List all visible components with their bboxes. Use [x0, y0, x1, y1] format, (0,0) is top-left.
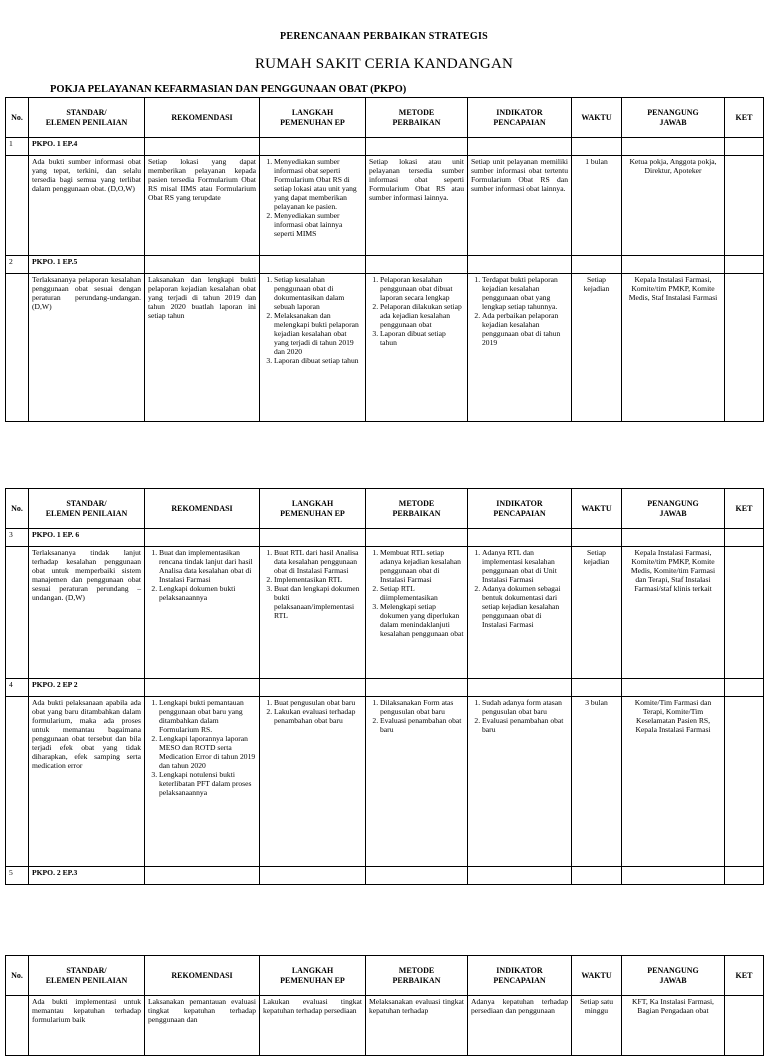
- empty-cell: [468, 529, 572, 547]
- plan-table: [5, 955, 764, 1056]
- rekomendasi-item: 1. Buat dan implementasikan rencana tindak lanjut dari hasil Analisa data kesalahan obat di Instalasi Farmasi: [159, 549, 256, 585]
- column-header: KET: [725, 489, 764, 529]
- empty-cell: [260, 867, 366, 885]
- empty-cell: [260, 679, 366, 697]
- langkah-pemenuhan: [260, 156, 366, 256]
- elemen-penilaian: Ada bukti sumber informasi obat yang tepat, terkini, dan selalu tersedia bagi semua yang terlibat dalam penggunaan obat. (D,O,W): [29, 156, 145, 256]
- empty-cell: [6, 156, 29, 256]
- waktu: Setiap kejadian: [572, 547, 622, 679]
- empty-cell: [622, 256, 725, 274]
- column-header: METODE PERBAIKAN: [366, 956, 468, 996]
- empty-cell: [572, 867, 622, 885]
- row-number: 3: [6, 529, 29, 547]
- table-row: [6, 274, 764, 422]
- section-code-row: [6, 529, 764, 547]
- column-header: INDIKATOR PENCAPAIAN: [468, 956, 572, 996]
- column-header: WAKTU: [572, 489, 622, 529]
- indikator-pencapaian-text: Adanya kepatuhan terhadap persediaan dan penggunaan: [471, 997, 568, 1015]
- rekomendasi-item: 3. Lengkapi notulensi bukti keterlibatan PFT dalam proses pelaksanaannya: [159, 771, 256, 798]
- empty-cell: [145, 256, 260, 274]
- empty-cell: [725, 679, 764, 697]
- langkah-pemenuhan: [260, 547, 366, 679]
- langkah-pemenuhan-item: 1. Buat pengusulan obat baru: [274, 699, 362, 708]
- indikator-pencapaian-item: 2. Evaluasi penambahan obat baru: [482, 717, 568, 735]
- indikator-pencapaian: [468, 156, 572, 256]
- column-header: LANGKAH PEMENUHAN EP: [260, 489, 366, 529]
- indikator-pencapaian-item: 2. Adanya dokumen sebagai bentuk dokumentasi dari setiap kejadian kesalahan penggunaan obat di Instalasi Farmasi: [482, 585, 568, 630]
- elemen-penilaian: Terlaksananya tindak lanjut terhadap kesalahan penggunaan obat untuk memperbaiki sistem manajemen dan penggunaan obat sesuai peraturan perundang – undangan. (D,W): [29, 547, 145, 679]
- penanggung-jawab: Ketua pokja, Anggota pokja, Direktur, Apoteker: [622, 156, 725, 256]
- metode-perbaikan: [366, 697, 468, 867]
- keterangan: [725, 156, 764, 256]
- empty-cell: [6, 547, 29, 679]
- empty-cell: [572, 529, 622, 547]
- column-header: LANGKAH PEMENUHAN EP: [260, 98, 366, 138]
- empty-cell: [260, 256, 366, 274]
- metode-perbaikan-item: 1. Membuat RTL setiap adanya kejadian kesalahan penggunaan obat di Instalasi Farmasi: [380, 549, 464, 585]
- rekomendasi: [145, 156, 260, 256]
- standard-code: PKPO. 2 EP.3: [29, 867, 145, 885]
- empty-cell: [366, 138, 468, 156]
- metode-perbaikan-text: Melaksanakan evaluasi tingkat kepatuhan terhadap: [369, 997, 464, 1015]
- langkah-pemenuhan-item: 1. Setiap kesalahan penggunaan obat di dokumentasikan dalam sebuah laporan: [274, 276, 362, 312]
- empty-cell: [572, 138, 622, 156]
- langkah-pemenuhan: [260, 274, 366, 422]
- hospital-name: RUMAH SAKIT CERIA KANDANGAN: [254, 56, 514, 72]
- table-row: [6, 996, 764, 1056]
- langkah-pemenuhan-item: 2. Menyediakan sumber informasi obat lainnya seperti MIMS: [274, 212, 362, 239]
- column-header: METODE PERBAIKAN: [366, 489, 468, 529]
- column-header: PENANGUNG JAWAB: [622, 956, 725, 996]
- column-header: LANGKAH PEMENUHAN EP: [260, 956, 366, 996]
- metode-perbaikan-item: 2. Pelaporan dilakukan setiap ada kejadian kesalahan penggunaan obat: [380, 303, 464, 330]
- indikator-pencapaian: [468, 274, 572, 422]
- empty-cell: [622, 529, 725, 547]
- empty-cell: [6, 697, 29, 867]
- rekomendasi: [145, 547, 260, 679]
- waktu: 3 bulan: [572, 697, 622, 867]
- table-row: [6, 156, 764, 256]
- column-header: No.: [6, 489, 29, 529]
- column-header: PENANGUNG JAWAB: [622, 98, 725, 138]
- elemen-penilaian: Ada bukti pelaksanaan apabila ada obat yang baru ditambahkan dalam formularium, maka ada proses untuk memantau bagaimana penggunaan obat tersebut dan bila terjadi efek obat yang tidak diharapkan, efek samping serta medication error: [29, 697, 145, 867]
- rekomendasi: [145, 274, 260, 422]
- keterangan: [725, 996, 764, 1056]
- waktu: Setiap satu minggu: [572, 996, 622, 1056]
- keterangan: [725, 274, 764, 422]
- metode-perbaikan-item: 2. Evaluasi penambahan obat baru: [380, 717, 464, 735]
- document-subtitle: PERENCANAAN PERBAIKAN STRATEGIS: [279, 31, 489, 42]
- indikator-pencapaian-item: 2. Ada perbaikan pelaporan kejadian kesalahan penggunaan obat di tahun 2019: [482, 312, 568, 348]
- indikator-pencapaian-item: 1. Adanya RTL dan implementasi kesalahan penggunaan obat di Unit Instalasi Farmasi: [482, 549, 568, 585]
- empty-cell: [260, 138, 366, 156]
- rekomendasi-item: 1. Lengkapi bukti pemantauan penggunaan obat baru yang ditambahkan dalam Formularium RS.: [159, 699, 256, 735]
- standard-code: PKPO. 1 EP. 6: [29, 529, 145, 547]
- elemen-penilaian: Ada bukti implementasi untuk memantau kepatuhan terhadap formularium baik: [29, 996, 145, 1056]
- indikator-pencapaian: [468, 547, 572, 679]
- column-header: No.: [6, 98, 29, 138]
- column-header: INDIKATOR PENCAPAIAN: [468, 489, 572, 529]
- empty-cell: [622, 138, 725, 156]
- metode-perbaikan-item: 2. Setiap RTL diimplementasikan: [380, 585, 464, 603]
- metode-perbaikan-text: Setiap lokasi atau unit pelayanan tersedia sumber informasi obat seperti Formularium Obat RS atau sumber informasi lainnya.: [369, 157, 464, 202]
- empty-cell: [622, 867, 725, 885]
- langkah-pemenuhan-list: [263, 158, 362, 239]
- langkah-pemenuhan: [260, 996, 366, 1056]
- section-code-row: [6, 138, 764, 156]
- empty-cell: [725, 138, 764, 156]
- standard-code: PKPO. 1 EP.4: [29, 138, 145, 156]
- langkah-pemenuhan-item: 2. Lakukan evaluasi terhadap penambahan obat baru: [274, 708, 362, 726]
- langkah-pemenuhan-item: 2. Melaksanakan dan melengkapi bukti pelaporan kejadian kesalahan obat yang terjadi di tahun 2019 dan 2020: [274, 312, 362, 357]
- langkah-pemenuhan-list: [263, 276, 362, 366]
- rekomendasi-item: 2. Lengkapi dokumen bukti pelaksanaannya: [159, 585, 256, 603]
- table-header-row: [6, 489, 764, 529]
- table-row: [6, 697, 764, 867]
- column-header: KET: [725, 98, 764, 138]
- empty-cell: [622, 679, 725, 697]
- rekomendasi: [145, 697, 260, 867]
- indikator-pencapaian-text: Setiap unit pelayanan memiliki sumber informasi obat tertentu Formularium Obat RS dan sumber informasi obat lainnya.: [471, 157, 568, 193]
- langkah-pemenuhan-list: [263, 699, 362, 726]
- langkah-pemenuhan-item: 1. Menyediakan sumber informasi obat seperti Formularium Obat RS di setiap lokasi atau unit yang yang dapat memberikan pelayanan ke pasien.: [274, 158, 362, 212]
- empty-cell: [572, 256, 622, 274]
- section-code-row: [6, 867, 764, 885]
- metode-perbaikan-list: [369, 699, 464, 735]
- empty-cell: [468, 679, 572, 697]
- indikator-pencapaian-item: 1. Terdapat bukti pelaporan kejadian kesalahan penggunaan obat yang lengkap setiap tahunnya.: [482, 276, 568, 312]
- rekomendasi-list: [148, 699, 256, 797]
- column-header: REKOMENDASI: [145, 956, 260, 996]
- langkah-pemenuhan-text: Lakukan evaluasi tingkat kepatuhan terhadap persediaan: [263, 997, 362, 1015]
- metode-perbaikan: [366, 274, 468, 422]
- pokja-title: POKJA PELAYANAN KEFARMASIAN DAN PENGGUNAAN OBAT (PKPO): [50, 84, 407, 95]
- empty-cell: [6, 274, 29, 422]
- empty-cell: [725, 529, 764, 547]
- empty-cell: [145, 867, 260, 885]
- column-header: PENANGUNG JAWAB: [622, 489, 725, 529]
- rekomendasi-text: Laksanakan dan lengkapi bukti pelaporan kejadian kesalahan obat yang terjadi di tahun 2019 dan tahun 2020 buatlah laporan ini setiap tahun: [148, 275, 256, 320]
- langkah-pemenuhan-item: 2. Implementasikan RTL: [274, 576, 362, 585]
- indikator-pencapaian-list: [471, 549, 568, 630]
- empty-cell: [468, 138, 572, 156]
- empty-cell: [6, 996, 29, 1056]
- column-header: STANDAR/ ELEMEN PENILAIAN: [29, 489, 145, 529]
- column-header: No.: [6, 956, 29, 996]
- empty-cell: [145, 679, 260, 697]
- empty-cell: [468, 867, 572, 885]
- column-header: WAKTU: [572, 98, 622, 138]
- indikator-pencapaian-item: 1. Sudah adanya form atasan pengusulan obat baru: [482, 699, 568, 717]
- empty-cell: [145, 138, 260, 156]
- column-header: WAKTU: [572, 956, 622, 996]
- penanggung-jawab: KFT, Ka Instalasi Farmasi, Bagian Pengadaan obat: [622, 996, 725, 1056]
- section-code-row: [6, 256, 764, 274]
- keterangan: [725, 697, 764, 867]
- table-header-row: [6, 98, 764, 138]
- empty-cell: [366, 529, 468, 547]
- column-header: REKOMENDASI: [145, 98, 260, 138]
- empty-cell: [725, 256, 764, 274]
- langkah-pemenuhan: [260, 697, 366, 867]
- row-number: 1: [6, 138, 29, 156]
- row-number: 4: [6, 679, 29, 697]
- langkah-pemenuhan-item: 3. Buat dan lengkapi dokumen bukti pelaksanaan/implementasi RTL: [274, 585, 362, 621]
- column-header: REKOMENDASI: [145, 489, 260, 529]
- empty-cell: [145, 529, 260, 547]
- metode-perbaikan-item: 1. Pelaporan kesalahan penggunaan obat dibuat laporan secara lengkap: [380, 276, 464, 303]
- metode-perbaikan: [366, 156, 468, 256]
- metode-perbaikan-list: [369, 549, 464, 639]
- empty-cell: [572, 679, 622, 697]
- metode-perbaikan: [366, 996, 468, 1056]
- empty-cell: [725, 867, 764, 885]
- column-header: INDIKATOR PENCAPAIAN: [468, 98, 572, 138]
- langkah-pemenuhan-list: [263, 549, 362, 621]
- waktu: 1 bulan: [572, 156, 622, 256]
- indikator-pencapaian-list: [471, 276, 568, 348]
- column-header: KET: [725, 956, 764, 996]
- standard-code: PKPO. 2 EP 2: [29, 679, 145, 697]
- rekomendasi-list: [148, 549, 256, 603]
- indikator-pencapaian: [468, 996, 572, 1056]
- metode-perbaikan-item: 3. Laporan dibuat setiap tahun: [380, 330, 464, 348]
- empty-cell: [366, 679, 468, 697]
- column-header: METODE PERBAIKAN: [366, 98, 468, 138]
- empty-cell: [468, 256, 572, 274]
- column-header: STANDAR/ ELEMEN PENILAIAN: [29, 98, 145, 138]
- section-code-row: [6, 679, 764, 697]
- elemen-penilaian: Terlaksananya pelaporan kesalahan penggunaan obat sesuai dengan peraturan perundang-undangan. (D,W): [29, 274, 145, 422]
- metode-perbaikan: [366, 547, 468, 679]
- metode-perbaikan-item: 1. Dilaksanakan Form atas pengusulan obat baru: [380, 699, 464, 717]
- rekomendasi-item: 2. Lengkapi laporannya laporan MESO dan ROTD serta Medication Error di tahun 2019 dan tahun 2020: [159, 735, 256, 771]
- penanggung-jawab: Kepala Instalasi Farmasi, Komite/tim PMKP, Komite Medis, Komite/tim Farmasi dan Terapi, Staf Instalasi Farmasi/staf klinis terkait: [622, 547, 725, 679]
- rekomendasi: [145, 996, 260, 1056]
- rekomendasi-text: Setiap lokasi yang dapat memberikan pelayanan kepada pasien tersedia Formularium Obat RS misal IIMS atau Formularium Obat RS yang terupdate: [148, 157, 256, 202]
- plan-table: [5, 97, 764, 422]
- empty-cell: [366, 256, 468, 274]
- keterangan: [725, 547, 764, 679]
- standard-code: PKPO. 1 EP.5: [29, 256, 145, 274]
- row-number: 5: [6, 867, 29, 885]
- langkah-pemenuhan-item: 3. Laporan dibuat setiap tahun: [274, 357, 362, 366]
- indikator-pencapaian-list: [471, 699, 568, 735]
- penanggung-jawab: Kepala Instalasi Farmasi, Komite/tim PMKP, Komite Medis, Staf Instalasi Farmasi: [622, 274, 725, 422]
- metode-perbaikan-list: [369, 276, 464, 348]
- rekomendasi-text: Laksanakan pemantauan evaluasi tingkat kepatuhan terhadap penggunaan dan: [148, 997, 256, 1024]
- row-number: 2: [6, 256, 29, 274]
- table-header-row: [6, 956, 764, 996]
- empty-cell: [260, 529, 366, 547]
- penanggung-jawab: Komite/Tim Farmasi dan Terapi, Komite/Tim Keselamatan Pasien RS, Kepala Instalasi Farmasi: [622, 697, 725, 867]
- metode-perbaikan-item: 3. Melengkapi setiap dokumen yang diperlukan dalam menindaklanjuti kesalahan penggunaan obat: [380, 603, 464, 639]
- plan-table: [5, 488, 764, 885]
- indikator-pencapaian: [468, 697, 572, 867]
- waktu: Setiap kejadian: [572, 274, 622, 422]
- langkah-pemenuhan-item: 1. Buat RTL dari hasil Analisa data kesalahan penggunaan obat di Instalasi Farmasi: [274, 549, 362, 576]
- table-row: [6, 547, 764, 679]
- column-header: STANDAR/ ELEMEN PENILAIAN: [29, 956, 145, 996]
- empty-cell: [366, 867, 468, 885]
